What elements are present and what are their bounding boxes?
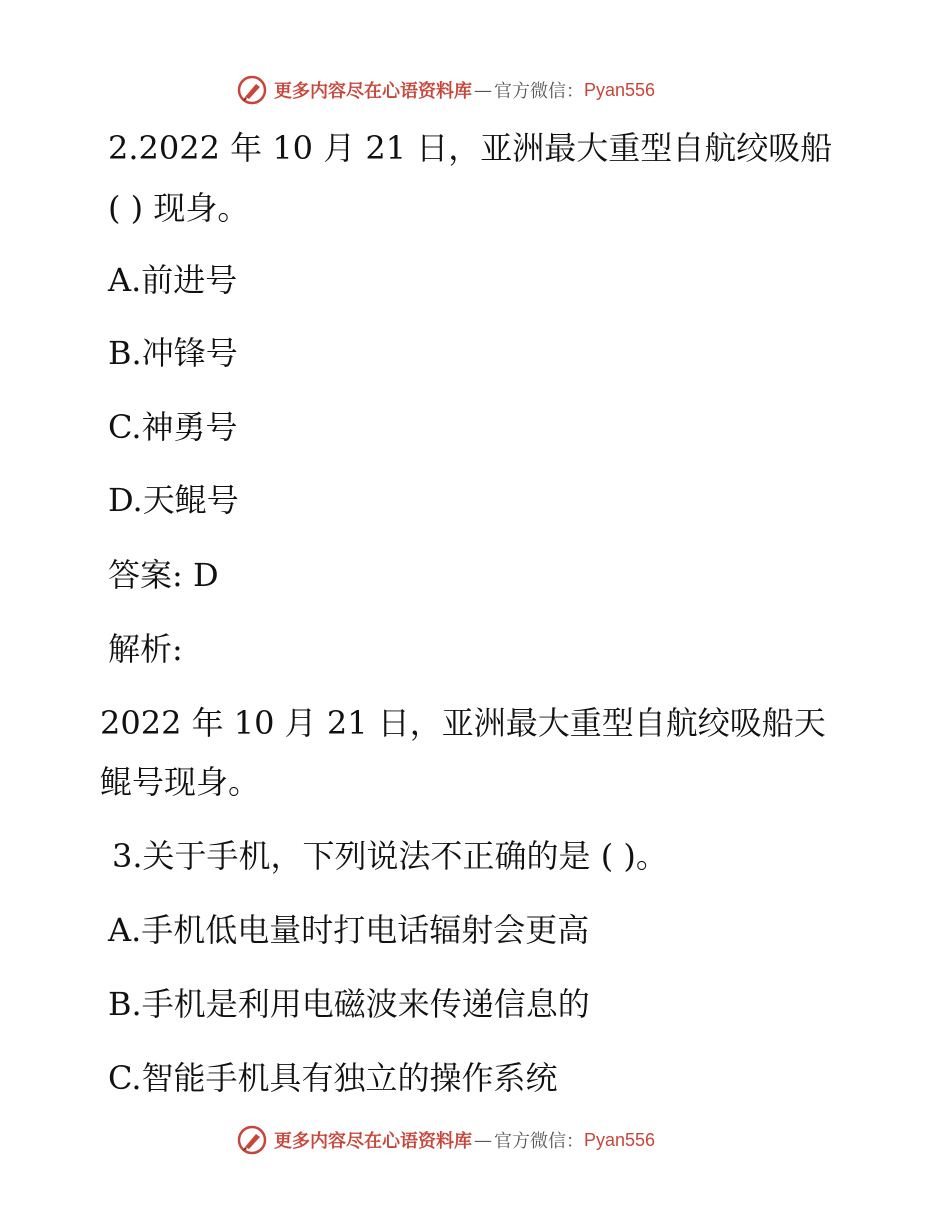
q2-analysis-line2: 鲲号现身。	[100, 763, 261, 801]
pen-logo-icon	[236, 1124, 268, 1156]
watermark-separator: —	[474, 79, 492, 101]
pen-logo-icon	[236, 74, 268, 106]
watermark-id: Pyan556	[584, 79, 656, 100]
q2-option-d: D.天鲲号	[108, 481, 239, 519]
q3-option-c: C.智能手机具有独立的操作系统	[108, 1059, 558, 1097]
q2-analysis-label: 解析:	[108, 630, 183, 668]
q2-option-b: B.冲锋号	[108, 334, 238, 372]
q3-stem: 3.关于手机，下列说法不正确的是 ( )。	[112, 837, 668, 875]
watermark-id: Pyan556	[584, 1129, 656, 1150]
watermark-text: 更多内容尽在心语资料库	[274, 81, 472, 102]
q2-answer: 答案: D	[108, 556, 219, 594]
watermark-text: 更多内容尽在心语资料库	[274, 1131, 472, 1152]
q2-option-a: A.前进号	[108, 261, 238, 299]
watermark-footer	[236, 1124, 655, 1156]
q3-option-a: A.手机低电量时打电话辐射会更高	[108, 911, 590, 949]
watermark-official: 官方微信：	[494, 81, 584, 102]
watermark-official: 官方微信：	[494, 1131, 584, 1152]
q3-option-b: B.手机是利用电磁波来传递信息的	[108, 985, 590, 1023]
watermark-header	[236, 74, 655, 106]
q2-option-c: C.神勇号	[108, 408, 238, 446]
q2-analysis-line1: 2022 年 10 月 21 日，亚洲最大重型自航绞吸船天	[100, 704, 826, 742]
watermark-separator: —	[474, 1129, 492, 1151]
q2-stem-line1: 2.2022 年 10 月 21 日，亚洲最大重型自航绞吸船	[108, 129, 833, 167]
q2-stem-line2: ( ) 现身。	[108, 189, 250, 227]
